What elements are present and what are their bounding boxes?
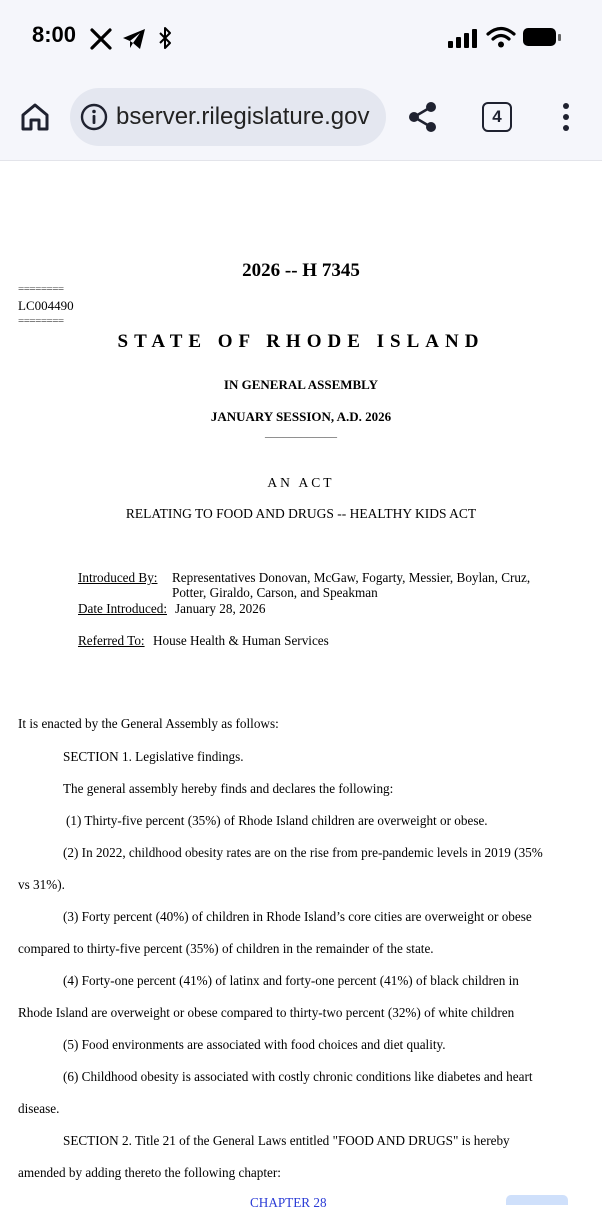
finding-6-line1: (6) Childhood obesity is associated with costly chronic conditions like diabetes and heart [63,1069,533,1084]
home-icon[interactable] [20,102,50,132]
introduced-by-label: Introduced By: [78,570,158,585]
section-2-line2: amended by adding thereto the following chapter: [18,1165,281,1180]
referred-to-value: House Health & Human Services [153,633,329,648]
battery-icon [522,26,562,48]
tab-count: 4 [492,107,502,126]
finding-4-line1: (4) Forty-one percent (41%) of latinx and forty-one percent (41%) of black children in [63,973,519,988]
chapter-heading-partial: CHAPTER 28 [250,1195,327,1210]
share-icon[interactable] [406,100,440,134]
lc-separator-top: ======== [18,283,64,295]
status-time: 8:00 [32,22,77,47]
finding-2-line1: (2) In 2022, childhood obesity rates are on the rise from pre-pandemic levels in 2019 (35% [63,845,543,860]
date-introduced-value: January 28, 2026 [175,601,266,616]
an-act-heading: AN ACT [267,475,335,490]
x-app-icon [90,28,112,50]
finding-4-line2: Rhode Island are overweight or obese compared to thirty-two percent (32%) of white children [18,1005,515,1020]
relating-to: RELATING TO FOOD AND DRUGS -- HEALTHY KIDS ACT [125,506,477,521]
enacted-clause: It is enacted by the General Assembly as follows: [18,716,279,731]
finding-3-line1: (3) Forty percent (40%) of children in Rhode Island’s core cities are overweight or obese [63,909,532,924]
general-assembly: IN GENERAL ASSEMBLY [223,377,379,392]
finding-2-line2: vs 31%). [18,877,65,892]
referred-to-label: Referred To: [78,633,145,648]
finding-6-line2: disease. [18,1101,60,1116]
date-introduced-label: Date Introduced: [78,601,167,616]
document-page [0,161,602,1210]
more-options-icon[interactable] [558,102,574,132]
telegram-icon [122,28,146,50]
bluetooth-icon [158,26,172,50]
heading-divider: ____________ [265,425,337,439]
session-heading: JANUARY SESSION, A.D. 2026 [210,409,392,424]
section-2-line1: SECTION 2. Title 21 of the General Laws entitled "FOOD AND DRUGS" is hereby [63,1133,510,1148]
lc-number: LC004490 [18,298,74,313]
browser-toolbar [0,78,602,161]
introduced-by-line2: Potter, Giraldo, Carson, and Speakman [172,585,378,600]
url-text[interactable]: bserver.rilegislature.gov [116,103,370,130]
tab-switcher-button[interactable] [482,102,512,132]
site-info-icon[interactable] [80,103,108,131]
finding-1: (1) Thirty-five percent (35%) of Rhode Island children are overweight or obese. [66,813,488,828]
introduced-by-line1: Representatives Donovan, McGaw, Fogarty, Messier, Boylan, Cruz, [172,570,531,585]
state-heading: STATE OF RHODE ISLAND [117,331,485,352]
section-1-heading: SECTION 1. Legislative findings. [63,749,244,764]
wifi-icon [486,26,516,48]
finding-3-line2: compared to thirty-five percent (35%) of children in the remainder of the state. [18,941,434,956]
bill-number: 2026 -- H 7345 [242,260,360,281]
lc-separator-bottom: ======== [18,315,64,327]
findings-intro: The general assembly hereby finds and declares the following: [63,781,394,796]
scroll-indicator [506,1195,568,1205]
finding-5: (5) Food environments are associated with food choices and diet quality. [63,1037,446,1052]
url-bar[interactable] [70,88,386,146]
cellular-signal-icon [448,28,480,48]
status-bar [0,0,602,78]
